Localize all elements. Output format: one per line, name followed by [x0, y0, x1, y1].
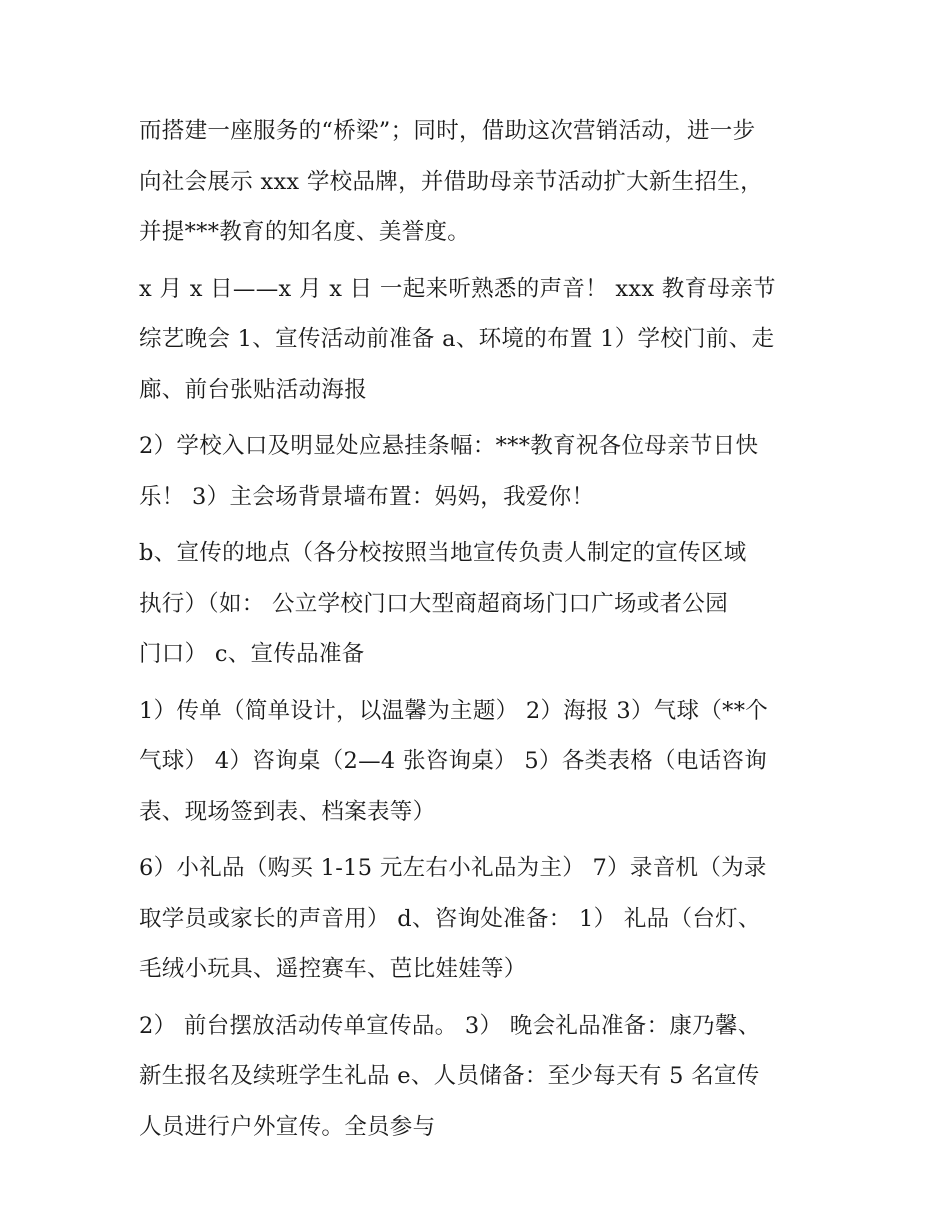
paragraph-promotional-materials	[139, 686, 819, 838]
text-line: 6）小礼品（购买 1-15 元左右小礼品为主） 7）录音机（为录	[139, 855, 767, 881]
text-line: 综艺晚会 1、宣传活动前准备 a、环境的布置 1）学校门前、走	[139, 326, 775, 352]
text-line: 气球） 4）咨询桌（2—4 张咨询桌） 5）各类表格（电话咨询	[139, 748, 768, 774]
paragraph-staffing	[139, 1001, 819, 1153]
text-line: 廊、前台张贴活动海报	[139, 376, 368, 403]
text-line: 2） 前台摆放活动传单宣传品。 3） 晚会礼品准备：康乃馨、	[139, 1012, 761, 1039]
text-line: 毛绒小玩具、遥控赛车、芭比娃娃等）	[139, 956, 527, 982]
text-line: 而搭建一座服务的“桥梁”；同时，借助这次营销活动，进一步	[139, 118, 756, 144]
text-line: 并提***教育的知名度、美誉度。	[139, 219, 471, 245]
text-line: 执行）（如： 公立学校门口大型商超商场门口广场或者公园	[139, 590, 729, 617]
paragraph-brand-promotion	[139, 106, 819, 258]
text-line: 向社会展示 xxx 学校品牌，并借助母亲节活动扩大新生招生，	[139, 168, 763, 195]
text-line: b、宣传的地点（各分校按照当地宣传负责人制定的宣传区域	[139, 540, 747, 566]
text-line: 门口） c、宣传品准备	[139, 641, 365, 667]
document-body	[139, 106, 819, 1158]
text-line: 2）学校入口及明显处应悬挂条幅：***教育祝各位母亲节日快	[139, 433, 759, 459]
paragraph-gifts-consultation	[139, 843, 819, 995]
text-line: 人员进行户外宣传。全员参与	[139, 1113, 436, 1140]
paragraph-event-schedule	[139, 264, 819, 416]
text-line: 1）传单（简单设计，以温馨为主题） 2）海报 3）气球（**个	[139, 697, 769, 724]
text-line: 乐！ 3）主会场背景墙布置：妈妈，我爱你！	[139, 483, 595, 510]
paragraph-banner-layout	[139, 421, 819, 522]
text-line: 表、现场签到表、档案表等）	[139, 798, 436, 825]
text-line: 取学员或家长的声音用） d、咨询处准备： 1） 礼品（台灯、	[139, 905, 761, 932]
paragraph-promotion-location	[139, 528, 819, 680]
text-line: x 月 x 日——x 月 x 日 一起来听熟悉的声音！ xxx 教育母亲节	[139, 275, 776, 302]
text-line: 新生报名及续班学生礼品 e、人员储备：至少每天有 5 名宣传	[139, 1063, 760, 1089]
